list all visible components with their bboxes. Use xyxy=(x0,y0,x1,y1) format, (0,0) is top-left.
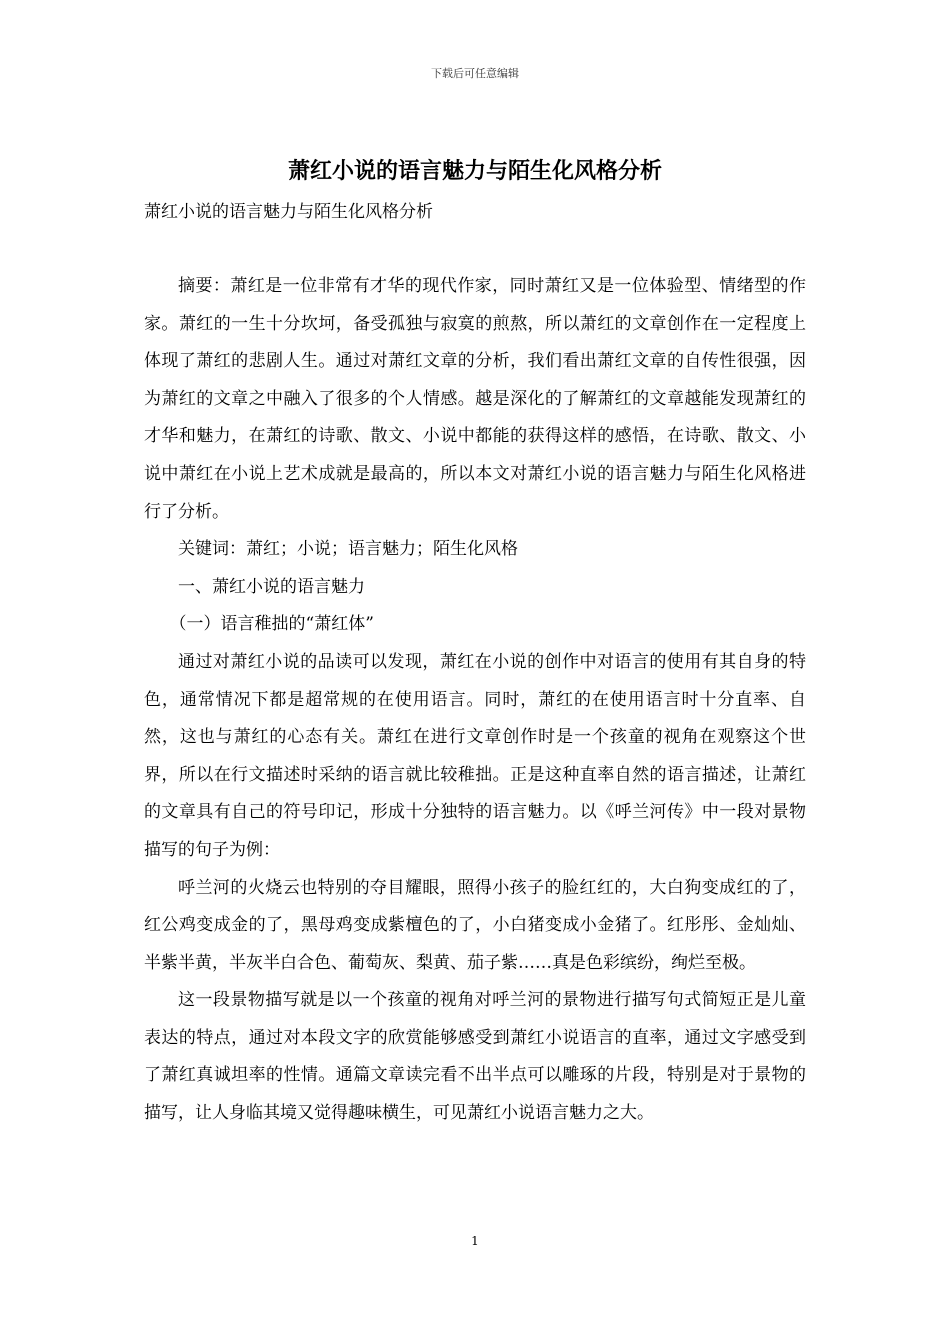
subsection-heading: （一）语言稚拙的“萧红体” xyxy=(169,614,374,635)
abstract-paragraph: 摘要：萧红是一位非常有才华的现代作家，同时萧红又是一位体验型、情绪型的作家。萧红的一生十分坎坷，备受孤独与寂寞的煎熬，所以萧红的文章创作在一定程度上体现了萧红的悲剧人生。通过对萧红文章的分析，我们看出萧红文章的自传性很强，因为萧红的文章之中融入了很多的个人情感。越是深化的了解萧红的文章越能发现萧红的才华和魅力，在萧红的诗歌、散文、小说中都能的获得这样的感悟，在诗歌、散文、小说中萧红在小说上艺术成就是最高的，所以本文对萧红小说的语言魅力与陌生化风格进行了分析。 xyxy=(144,276,806,522)
page-header: 下载后可任意编辑 xyxy=(431,67,519,80)
document-subtitle: 萧红小说的语言魅力与陌生化风格分析 xyxy=(144,202,433,222)
section-heading: 一、萧红小说的语言魅力 xyxy=(178,576,365,597)
document-title: 萧红小说的语言魅力与陌生化风格分析 xyxy=(287,158,662,184)
page-number: 1 xyxy=(471,1234,479,1248)
document-body xyxy=(144,268,806,1133)
keywords-paragraph: 关键词：萧红；小说；语言魅力；陌生化风格 xyxy=(178,539,518,560)
quote-paragraph: 呼兰河的火烧云也特别的夺目耀眼，照得小孩子的脸红红的，大白狗变成红的了，红公鸡变成金的了，黑母鸡变成紫檀色的了，小白猪变成小金猪了。红彤彤、金灿灿、半紫半黄，半灰半白合色、葡萄灰、梨黄、茄子紫……真是色彩缤纷，绚烂至极。 xyxy=(144,877,806,973)
body-paragraph: 这一段景物描写就是以一个孩童的视角对呼兰河的景物进行描写句式简短正是儿童表达的特点，通过对本段文字的欣赏能够感受到萧红小说语言的直率，通过文字感受到了萧红真诚坦率的性情。通篇文章读完看不出半点可以雕琢的片段，特别是对于景物的描写，让人身临其境又觉得趣味横生，可见萧红小说语言魅力之大。 xyxy=(144,990,806,1124)
body-paragraph: 通过对萧红小说的品读可以发现，萧红在小说的创作中对语言的使用有其自身的特色，通常情况下都是超常规的在使用语言。同时，萧红的在使用语言时十分直率、自然，这也与萧红的心态有关。萧红在进行文章创作时是一个孩童的视角在观察这个世界，所以在行文描述时采纳的语言就比较稚拙。正是这种直率自然的语言描述，让萧红的文章具有自己的符号印记，形成十分独特的语言魅力。以《呼兰河传》中一段对景物描写的句子为例： xyxy=(144,651,806,860)
